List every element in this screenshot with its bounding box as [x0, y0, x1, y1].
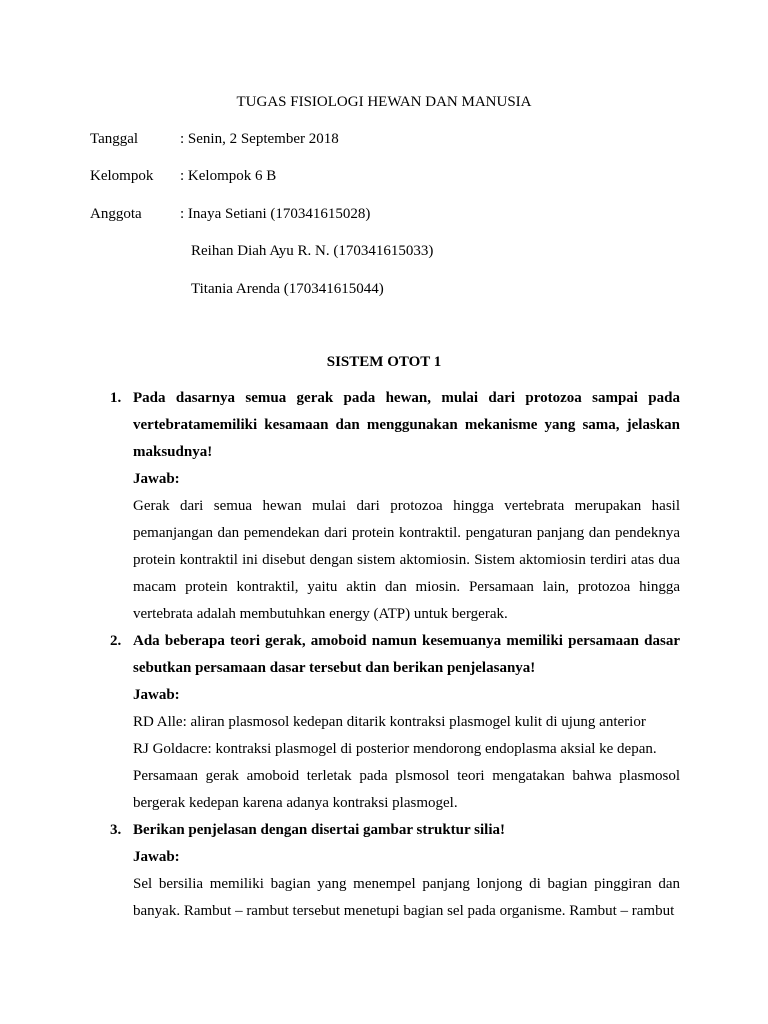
question-text: Pada dasarnya semua gerak pada hewan, mulai dari protozoa sampai pada vertebratamemiliki kesamaan dan menggunakan mekanisme yang sama, jelaskan maksudnya!: [133, 390, 680, 460]
question-item-3: [110, 817, 680, 925]
anggota-member-2: Reihan Diah Ayu R. N. (170341615033): [191, 243, 434, 259]
anggota-label: Anggota: [90, 206, 142, 222]
kelompok-label: Kelompok: [90, 168, 154, 184]
section-title: SISTEM OTOT 1: [326, 354, 442, 370]
answer-text: Persamaan gerak amoboid terletak pada plsmosol teori mengatakan bahwa plasmosol bergerak kedepan karena adanya kontraksi plasmogel.: [133, 768, 680, 811]
question-number: 3.: [110, 822, 122, 838]
anggota-member-3: Titania Arenda (170341615044): [191, 281, 384, 297]
answer-text: Sel bersilia memiliki bagian yang menempel panjang lonjong di bagian pinggiran dan banyak. Rambut – rambut tersebut menetupi bagian sel pada organisme. Rambut – rambut: [133, 876, 680, 919]
tanggal-value: : Senin, 2 September 2018: [180, 131, 339, 147]
question-number: 2.: [110, 633, 122, 649]
answer-text: Gerak dari semua hewan mulai dari protozoa hingga vertebrata merupakan hasil pemanjangan dan pemendekan dari protein kontraktil. pengaturan panjang dan pendeknya protein kontraktil ini disebut dengan sistem aktomiosin. Sistem aktomiosin terdiri atas dua macam protein kontraktil, yaitu aktin dan miosin. Persamaan lain, protozoa hingga vertebrata adalah membutuhkan energy (ATP) untuk bergerak.: [133, 498, 680, 622]
question-number: 1.: [110, 390, 122, 406]
question-item-1: [110, 385, 680, 628]
question-list: [110, 385, 680, 925]
question-text: Berikan penjelasan dengan disertai gambar struktur silia!: [133, 822, 505, 838]
document-title: TUGAS FISIOLOGI HEWAN DAN MANUSIA: [236, 94, 532, 110]
answer-line: RJ Goldacre: kontraksi plasmogel di posterior mendorong endoplasma aksial ke depan.: [133, 741, 657, 757]
anggota-value: : Inaya Setiani (170341615028): [180, 206, 371, 222]
kelompok-value: : Kelompok 6 B: [180, 168, 277, 184]
jawab-label: Jawab:: [133, 471, 180, 487]
question-text: Ada beberapa teori gerak, amoboid namun kesemuanya memiliki persamaan dasar sebutkan persamaan dasar tersebut dan berikan penjelasanya!: [133, 633, 680, 676]
question-item-2: [110, 628, 680, 817]
jawab-label: Jawab:: [133, 849, 180, 865]
jawab-label: Jawab:: [133, 687, 180, 703]
tanggal-label: Tanggal: [90, 131, 139, 147]
answer-line: RD Alle: aliran plasmosol kedepan ditarik kontraksi plasmogel kulit di ujung anterior: [133, 714, 646, 730]
